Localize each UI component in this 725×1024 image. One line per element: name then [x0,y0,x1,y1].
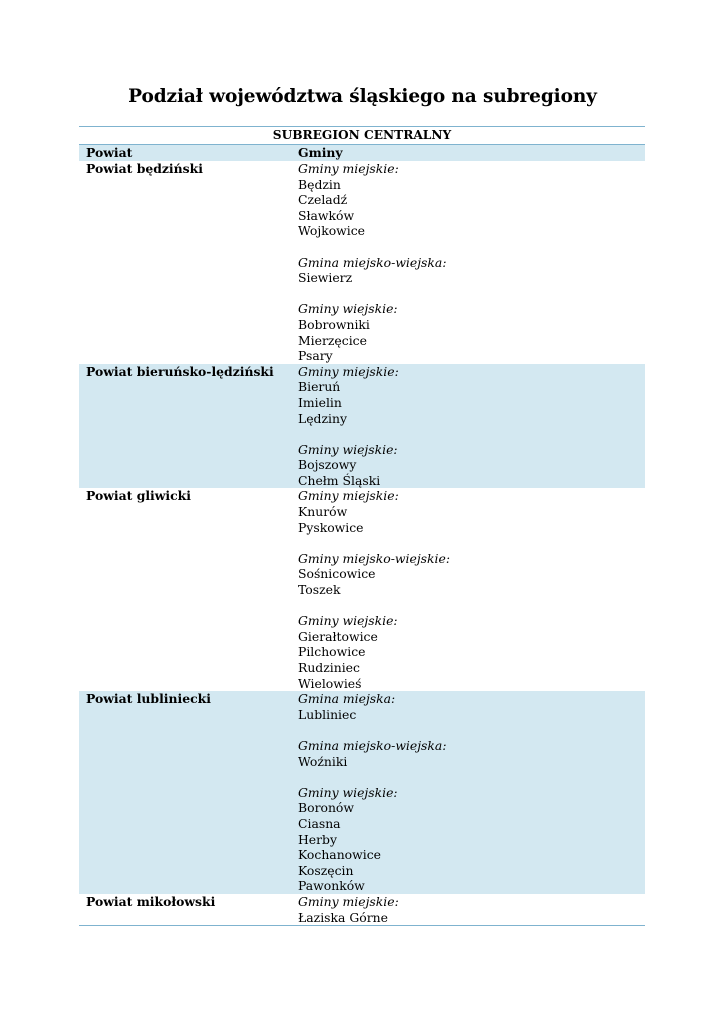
gmina-name: Wielowieś [298,675,362,691]
gmina-name: Psary [298,348,333,364]
powiat-name: Powiat będziński [86,161,203,176]
group-spacer [298,598,645,614]
gmina-name: Gierałtowice [298,628,378,644]
powiat-name: Powiat lubliniecki [86,691,211,707]
gmina-name: Ciasna [298,815,341,831]
gmina-name: Będzin [298,176,341,192]
gmina-group-label: Gminy miejskie: [298,161,399,176]
header-powiat: Powiat [86,145,133,160]
gmina-name: Bojszowy [298,457,357,473]
gmina-name: Kochanowice [298,847,381,863]
gmina-name: Rudziniec [298,660,360,675]
gmina-group-label: Gminy miejsko-wiejskie: [298,550,451,566]
gmina-group-label: Gminy miejskie: [298,893,399,909]
gmina-name: Pawonków [298,878,365,894]
group-spacer [298,239,645,255]
table-header-row [79,145,645,161]
powiat-name: Powiat mikołowski [86,893,216,909]
gmina-name: Lubliniec [298,706,357,722]
gminy-cell [298,691,645,894]
table-row [79,894,645,925]
gmina-name: Bieruń [298,379,341,395]
group-spacer [298,286,645,302]
gmina-name: Mierzęcice [298,332,367,348]
gmina-name: Chełm Śląski [298,472,381,488]
subregion-table [79,126,645,926]
gmina-group-label: Gminy wiejskie: [298,441,398,457]
gmina-name: Sławków [298,207,355,223]
group-spacer [298,769,645,785]
gmina-name: Woźniki [298,753,348,769]
table-row [79,691,645,894]
gmina-name: Herby [298,831,337,847]
table-row [79,364,645,489]
gmina-name: Siewierz [298,270,353,286]
gmina-name: Łaziska Górne [298,909,388,925]
gmina-name: Sośnicowice [298,566,376,582]
gminy-cell [298,364,645,489]
header-gminy: Gminy [298,145,343,160]
gmina-group-label: Gminy wiejskie: [298,784,398,800]
gmina-group-label: Gmina miejsko-wiejska: [298,737,447,753]
gmina-group-label: Gminy miejskie: [298,363,399,379]
powiat-name: Powiat gliwicki [86,488,191,504]
table-row [79,488,645,691]
gmina-group-label: Gminy wiejskie: [298,301,398,317]
table-caption: SUBREGION CENTRALNY [79,127,645,145]
gmina-group-label: Gminy wiejskie: [298,613,398,629]
group-spacer [298,426,645,442]
gmina-name: Lędziny [298,410,347,426]
gmina-name: Pyskowice [298,519,364,535]
table-body [79,161,645,925]
gmina-name: Toszek [298,582,341,598]
gmina-group-label: Gmina miejsko-wiejska: [298,254,447,270]
powiat-name: Powiat bieruńsko-lędziński [86,363,274,379]
gmina-name: Boronów [298,800,354,816]
group-spacer [298,722,645,738]
group-spacer [298,535,645,551]
gmina-name: Knurów [298,504,348,520]
gmina-group-label: Gminy miejskie: [298,488,399,504]
gmina-name: Wojkowice [298,223,366,239]
page-title: Podział województwa śląskiego na subregiony [128,86,597,107]
gmina-name: Koszęcin [298,862,354,878]
gminy-cell [298,894,645,925]
gminy-cell [298,488,645,691]
gmina-name: Czeladź [298,192,348,208]
gminy-cell [298,161,645,364]
table-row [79,161,645,364]
gmina-name: Imielin [298,394,342,410]
gmina-name: Pilchowice [298,644,366,660]
gmina-group-label: Gmina miejska: [298,691,396,707]
gmina-name: Bobrowniki [298,316,370,332]
